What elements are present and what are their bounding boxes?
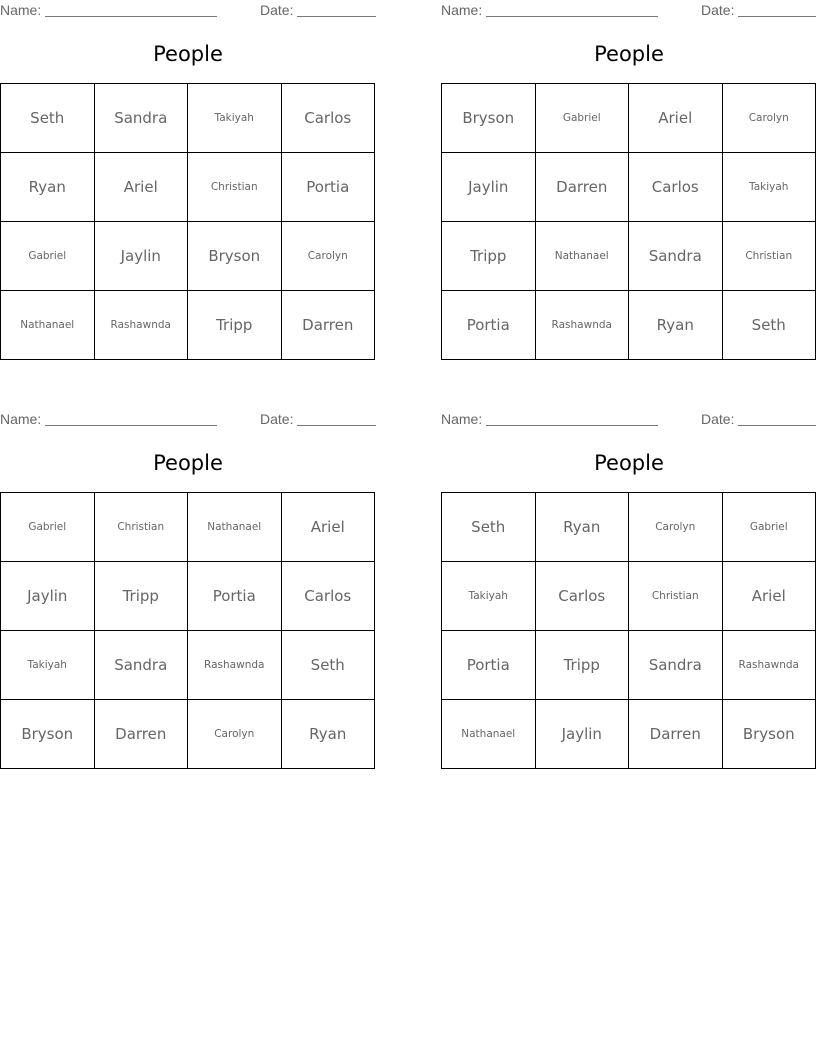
grid-cell[interactable]: Takiyah xyxy=(722,153,816,222)
grid-row xyxy=(442,222,816,291)
grid-cell[interactable]: Seth xyxy=(442,493,536,562)
grid-cell[interactable]: Christian xyxy=(722,222,816,291)
grid-cell[interactable]: Gabriel xyxy=(535,84,629,153)
grid-cell[interactable]: Christian xyxy=(188,153,282,222)
grid-cell[interactable]: Takiyah xyxy=(1,631,95,700)
grid-cell[interactable]: Carlos xyxy=(281,562,375,631)
grid-cell[interactable]: Takiyah xyxy=(442,562,536,631)
grid-cell[interactable]: Rashawnda xyxy=(722,631,816,700)
grid-cell[interactable]: Seth xyxy=(1,84,95,153)
grid-cell[interactable]: Tripp xyxy=(94,562,188,631)
grid-cell[interactable]: Carlos xyxy=(535,562,629,631)
grid-cell[interactable]: Ryan xyxy=(535,493,629,562)
grid-cell[interactable]: Carolyn xyxy=(281,222,375,291)
name-date-header xyxy=(0,0,376,20)
card-title: People xyxy=(594,42,664,66)
grid-cell[interactable]: Seth xyxy=(722,291,816,360)
bingo-grid xyxy=(441,83,816,360)
name-blank-line xyxy=(486,425,658,426)
card-title: People xyxy=(153,451,223,475)
grid-row xyxy=(442,153,816,222)
date-blank-line xyxy=(738,16,816,17)
grid-cell[interactable]: Rashawnda xyxy=(94,291,188,360)
grid-row xyxy=(442,700,816,769)
grid-row xyxy=(1,84,375,153)
grid-cell[interactable]: Gabriel xyxy=(722,493,816,562)
grid-cell[interactable]: Gabriel xyxy=(1,493,95,562)
name-blank-line xyxy=(45,16,217,17)
name-blank-line xyxy=(45,425,217,426)
card-title: People xyxy=(594,451,664,475)
grid-row xyxy=(1,291,375,360)
grid-cell[interactable]: Christian xyxy=(629,562,723,631)
grid-cell[interactable]: Nathanael xyxy=(535,222,629,291)
name-date-header xyxy=(441,0,816,20)
grid-cell[interactable]: Carolyn xyxy=(722,84,816,153)
grid-cell[interactable]: Carlos xyxy=(629,153,723,222)
grid-cell[interactable]: Rashawnda xyxy=(188,631,282,700)
bingo-grid xyxy=(0,492,375,769)
grid-cell[interactable]: Ryan xyxy=(629,291,723,360)
grid-cell[interactable]: Bryson xyxy=(722,700,816,769)
grid-cell[interactable]: Carolyn xyxy=(629,493,723,562)
grid-cell[interactable]: Tripp xyxy=(442,222,536,291)
date-label: Date: xyxy=(260,411,294,427)
grid-cell[interactable]: Portia xyxy=(188,562,282,631)
grid-cell[interactable]: Jaylin xyxy=(442,153,536,222)
name-blank-line xyxy=(486,16,658,17)
date-blank-line xyxy=(738,425,816,426)
grid-cell[interactable]: Rashawnda xyxy=(535,291,629,360)
grid-cell[interactable]: Sandra xyxy=(94,631,188,700)
name-label: Name: xyxy=(0,411,42,427)
grid-cell[interactable]: Jaylin xyxy=(535,700,629,769)
date-blank-line xyxy=(297,16,376,17)
grid-cell[interactable]: Carolyn xyxy=(188,700,282,769)
grid-cell[interactable]: Christian xyxy=(94,493,188,562)
grid-cell[interactable]: Nathanael xyxy=(1,291,95,360)
grid-cell[interactable]: Ariel xyxy=(281,493,375,562)
grid-cell[interactable]: Tripp xyxy=(188,291,282,360)
name-label: Name: xyxy=(0,2,42,18)
grid-row xyxy=(1,700,375,769)
name-date-header xyxy=(0,409,376,429)
date-label: Date: xyxy=(701,2,735,18)
grid-cell[interactable]: Bryson xyxy=(188,222,282,291)
card-title: People xyxy=(153,42,223,66)
grid-cell[interactable]: Portia xyxy=(442,291,536,360)
grid-cell[interactable]: Ryan xyxy=(1,153,95,222)
name-label: Name: xyxy=(441,2,483,18)
grid-cell[interactable]: Ariel xyxy=(722,562,816,631)
grid-cell[interactable]: Darren xyxy=(281,291,375,360)
grid-row xyxy=(1,493,375,562)
grid-cell[interactable]: Ryan xyxy=(281,700,375,769)
grid-row xyxy=(1,153,375,222)
grid-cell[interactable]: Sandra xyxy=(629,222,723,291)
grid-cell[interactable]: Portia xyxy=(442,631,536,700)
grid-cell[interactable]: Jaylin xyxy=(1,562,95,631)
name-label: Name: xyxy=(441,411,483,427)
grid-cell[interactable]: Ariel xyxy=(94,153,188,222)
grid-cell[interactable]: Sandra xyxy=(94,84,188,153)
grid-cell[interactable]: Carlos xyxy=(281,84,375,153)
grid-cell[interactable]: Portia xyxy=(281,153,375,222)
name-date-header xyxy=(441,409,816,429)
grid-cell[interactable]: Darren xyxy=(535,153,629,222)
grid-row xyxy=(1,222,375,291)
grid-cell[interactable]: Gabriel xyxy=(1,222,95,291)
grid-cell[interactable]: Ariel xyxy=(629,84,723,153)
grid-row xyxy=(1,631,375,700)
date-blank-line xyxy=(297,425,376,426)
grid-cell[interactable]: Tripp xyxy=(535,631,629,700)
grid-row xyxy=(1,562,375,631)
grid-cell[interactable]: Nathanael xyxy=(442,700,536,769)
grid-cell[interactable]: Seth xyxy=(281,631,375,700)
grid-row xyxy=(442,631,816,700)
grid-cell[interactable]: Takiyah xyxy=(188,84,282,153)
grid-row xyxy=(442,562,816,631)
grid-cell[interactable]: Darren xyxy=(629,700,723,769)
grid-cell[interactable]: Bryson xyxy=(1,700,95,769)
bingo-grid xyxy=(441,492,816,769)
grid-cell[interactable]: Bryson xyxy=(442,84,536,153)
grid-cell[interactable]: Sandra xyxy=(629,631,723,700)
grid-row xyxy=(442,493,816,562)
grid-cell[interactable]: Jaylin xyxy=(94,222,188,291)
date-label: Date: xyxy=(260,2,294,18)
bingo-grid xyxy=(0,83,375,360)
grid-row xyxy=(442,84,816,153)
date-label: Date: xyxy=(701,411,735,427)
grid-row xyxy=(442,291,816,360)
grid-cell[interactable]: Nathanael xyxy=(188,493,282,562)
grid-cell[interactable]: Darren xyxy=(94,700,188,769)
